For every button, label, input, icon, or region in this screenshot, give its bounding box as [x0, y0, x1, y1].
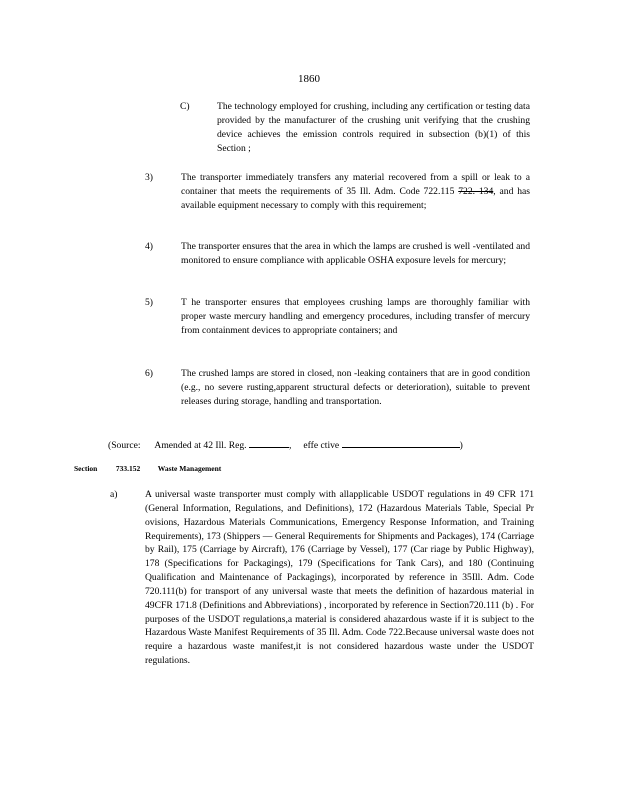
subsection-a-text: A universal waste transporter must comply with allapplicable USDOT regulations in 49 CFR 171 (General Information, Regulations, and Definitions), 172 (Hazardous Materials Table, Special Pr ovisions, Hazardous Materials Communications, Emergency Response Information, and Training Requirements), 173 (Shippers — General Requirements for Shipments and Packages), 174 (Carriage by Rail), 175 (Carriage by Aircraft), 176 (Carriage by Vessel), 177 (Car riage by Public Highway), 178 (Specifications for Packagings), 179 (Specifications for Tank Cars), and 180 (Continuing Qualification and Maintenance of Packagings), incorporated by reference in 35Ill. Adm. Code 720.111(b) for transport of any universal waste that meets the definition of hazardous material in 49CFR 171.8 (Definitions and Abbreviations) , incorporated by reference in Section720.111 (b) . For purposes of the USDOT regulations,a material is considered ahazardous waste if it is subject to the Hazardous Waste Manifest Requirements of 35 Ill. Adm. Code 722.Because universal waste does not require a hazardous waste manifest,it is not considered hazardous waste under the USDOT regulations. [145, 489, 534, 667]
section-title: Waste Management [157, 464, 222, 473]
source-close: ) [459, 440, 463, 451]
page-number: 1860 [298, 73, 320, 85]
item-3-label: 3) [145, 172, 153, 183]
section-number: 733.152 [115, 464, 141, 473]
item-c-text: The technology employed for crushing, including any certification or testing data provided by the manufacturer of the crushing unit verifying that the crushing device achieves the emission controls required in subsection (b)(1) of this Section ; [217, 101, 530, 154]
source-note [108, 437, 463, 453]
section-heading [74, 464, 221, 474]
item-3 [145, 171, 530, 213]
source-amended: Amended at 42 Ill. Reg. [154, 440, 247, 451]
item-c-label: C) [180, 101, 190, 112]
source-effective: effe ctive [303, 440, 340, 451]
item-4 [145, 240, 530, 268]
item-c [180, 100, 530, 156]
subsection-a-label: a) [110, 489, 118, 500]
item-5-label: 5) [145, 297, 153, 308]
item-3-text-after: , and has available equipment necessary to comply with this requirement; [181, 186, 531, 211]
item-6-label: 6) [145, 368, 153, 379]
section-word: Section [74, 464, 98, 473]
source-blank-date [342, 437, 460, 448]
source-blank-volume [249, 437, 289, 448]
item-3-text-before: The transporter immediately transfers any material recovered from a spill or leak to a container that meets the requirements of 35 Ill. Adm. Code 722.115 [181, 172, 530, 197]
item-5-text: T he transporter ensures that employees crushing lamps are thoroughly familiar with proper waste mercury handling and emergency procedures, including transfer of mercury from containment devices to appropriate containers; and [181, 297, 530, 336]
item-3-struck-text: 722. 134 [458, 186, 494, 197]
item-4-text: The transporter ensures that the area in which the lamps are crushed is well -ventilated and monitored to ensure compliance with applicable OSHA exposure levels for mercury; [181, 241, 530, 266]
source-prefix: (Source: [108, 440, 141, 451]
item-6 [145, 367, 530, 409]
source-comma: , [288, 440, 292, 451]
item-3-text [181, 171, 530, 213]
item-5 [145, 296, 530, 338]
item-6-text: The crushed lamps are stored in closed, non -leaking containers that are in good condition (e.g., no severe rusting,apparent structural defects or deterioration), suitable to prevent releases during storage, handling and transportation. [181, 368, 530, 407]
subsection-a [110, 488, 534, 668]
item-4-label: 4) [145, 241, 153, 252]
